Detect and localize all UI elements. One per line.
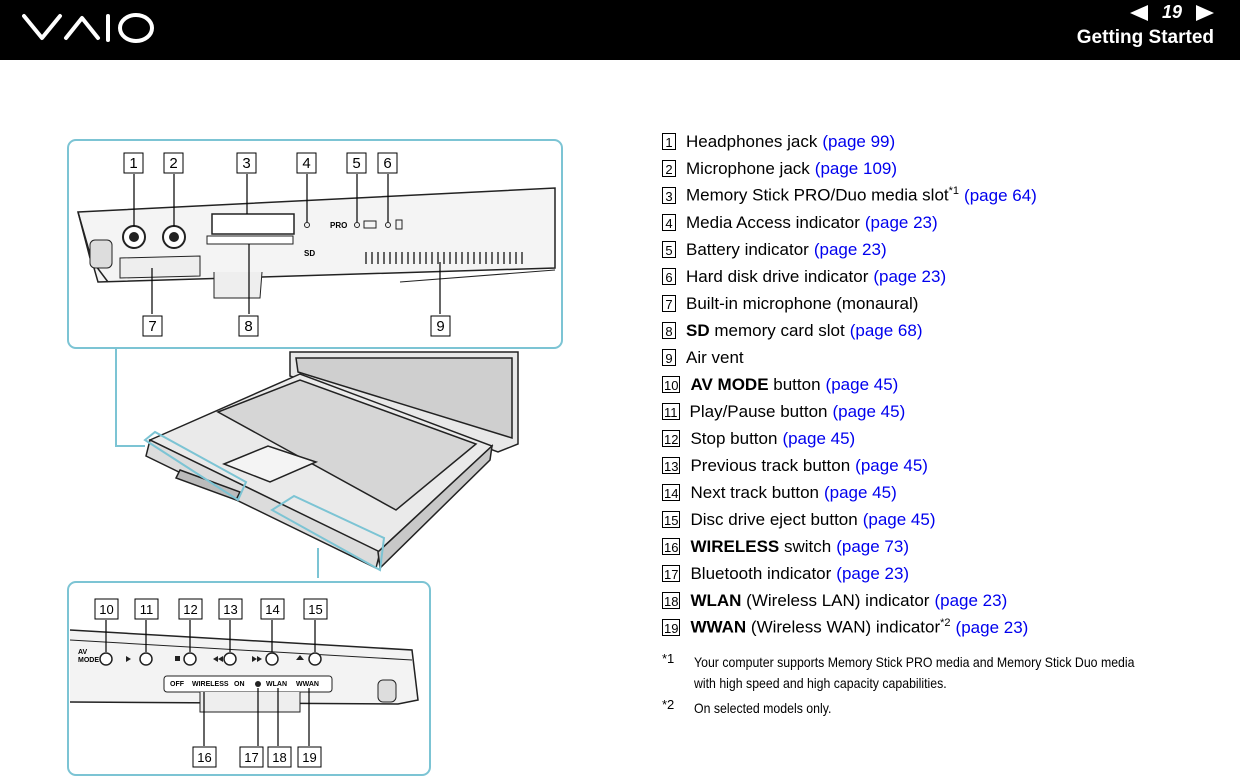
- callout-10: 10: [99, 602, 114, 617]
- page-link[interactable]: (page 45): [825, 374, 899, 394]
- page-link[interactable]: (page 23): [934, 590, 1008, 610]
- page-link[interactable]: (page 23): [836, 563, 910, 583]
- laptop-diagram: [0, 60, 600, 777]
- item-label: [686, 240, 809, 260]
- item-text: Previous track button: [690, 455, 851, 475]
- list-item: [662, 128, 1222, 155]
- callout-16: 16: [197, 750, 212, 765]
- stop-icon: [175, 656, 180, 661]
- item-label: [686, 159, 810, 179]
- item-text: Battery indicator: [686, 239, 809, 259]
- item-label: [690, 429, 777, 449]
- callout-1: 1: [129, 155, 138, 172]
- list-item: [662, 263, 1222, 290]
- callout-12: 12: [183, 602, 198, 617]
- item-text: Air vent: [686, 347, 744, 367]
- callout-14: 14: [265, 602, 280, 617]
- list-item: [662, 479, 1222, 506]
- list-item: [662, 236, 1222, 263]
- list-item: [662, 425, 1222, 452]
- item-number: 6: [662, 268, 676, 285]
- item-label: [690, 456, 850, 476]
- item-label: [686, 185, 959, 206]
- item-bold-label: WLAN: [690, 590, 742, 610]
- next-page-arrow-icon[interactable]: [1196, 5, 1214, 21]
- play-pause-button[interactable]: [140, 653, 152, 665]
- list-item: [662, 587, 1222, 614]
- item-bold-label: WWAN: [690, 617, 747, 637]
- page-link[interactable]: (page 23): [813, 239, 887, 259]
- wwan-label: WWAN: [296, 681, 319, 688]
- list-item: [662, 155, 1222, 182]
- footnote-text: On selected models only.: [694, 700, 832, 716]
- list-item: [662, 317, 1222, 344]
- item-text: Hard disk drive indicator: [686, 266, 869, 286]
- item-number: 16: [664, 540, 679, 555]
- footnote-marker: *2: [940, 617, 951, 630]
- wlan-label: WLAN: [266, 681, 287, 688]
- callout-5: 5: [352, 155, 361, 172]
- page-link[interactable]: (page 45): [823, 482, 897, 502]
- item-number: 17: [664, 567, 679, 582]
- item-number: 1: [662, 133, 676, 150]
- laptop-illustration: [146, 352, 518, 568]
- list-item: [662, 452, 1222, 479]
- vaio-logo: [22, 8, 162, 48]
- page-link[interactable]: (page 99): [822, 131, 896, 151]
- item-number: 3: [662, 187, 676, 204]
- list-item: [662, 371, 1222, 398]
- item-number: 18: [664, 594, 679, 609]
- item-label: [690, 483, 819, 503]
- sd-slot-label: SD: [304, 249, 316, 258]
- item-number: 8: [662, 322, 676, 339]
- footnote: [662, 652, 1222, 694]
- item-label: [690, 510, 857, 530]
- footnotes: [662, 652, 1222, 723]
- pro-label: PRO: [330, 221, 348, 230]
- list-item: [662, 290, 1222, 317]
- list-item: [662, 209, 1222, 236]
- section-title: Getting Started: [1076, 27, 1214, 48]
- item-text: Media Access indicator: [686, 212, 860, 232]
- item-label: [686, 348, 744, 368]
- item-number: 5: [662, 241, 676, 258]
- page-link[interactable]: (page 45): [832, 401, 906, 421]
- av-mode-button[interactable]: [100, 653, 112, 665]
- item-text: Bluetooth indicator: [690, 563, 832, 583]
- previous-track-button[interactable]: [224, 653, 236, 665]
- item-label: [690, 402, 828, 422]
- stop-button[interactable]: [184, 653, 196, 665]
- callout-8: 8: [244, 318, 253, 335]
- item-number: 9: [662, 349, 676, 366]
- callout-18: 18: [272, 750, 287, 765]
- item-number: 14: [664, 486, 679, 501]
- next-track-button[interactable]: [266, 653, 278, 665]
- callout-7: 7: [148, 318, 157, 335]
- item-text: Next track button: [690, 482, 819, 502]
- item-number: 12: [664, 432, 679, 447]
- item-text: Headphones jack: [686, 131, 818, 151]
- eject-button[interactable]: [309, 653, 321, 665]
- item-text: Microphone jack: [686, 158, 810, 178]
- list-item: [662, 533, 1222, 560]
- item-bold-label: WIRELESS: [690, 536, 780, 556]
- item-text: Stop button: [690, 428, 778, 448]
- top-detail-panel: [68, 140, 562, 348]
- list-item: [662, 560, 1222, 587]
- callout-3: 3: [242, 155, 251, 172]
- item-text: (Wireless LAN) indicator: [741, 590, 930, 610]
- item-label: [690, 375, 820, 395]
- item-number: 15: [664, 513, 679, 528]
- footnote: [662, 698, 1222, 719]
- item-number: 7: [662, 295, 676, 312]
- item-number: 19: [664, 621, 679, 636]
- page-link[interactable]: (page 45): [855, 455, 928, 475]
- item-number: 10: [664, 378, 679, 393]
- page-link[interactable]: (page 45): [782, 428, 856, 448]
- bottom-detail-panel: [68, 582, 430, 775]
- item-label: [686, 213, 860, 233]
- page-link[interactable]: (page 23): [955, 617, 1029, 637]
- page-link[interactable]: (page 45): [862, 509, 936, 529]
- item-label: [690, 564, 831, 584]
- list-item: [662, 614, 1222, 641]
- item-text: switch: [779, 536, 832, 556]
- page-link[interactable]: (page 23): [873, 266, 947, 286]
- wireless-on-label: ON: [234, 681, 245, 688]
- list-item: [662, 182, 1222, 209]
- page-link[interactable]: (page 73): [836, 536, 910, 556]
- footnote-marker: *1: [948, 185, 960, 198]
- item-label: [686, 132, 817, 152]
- item-text: button: [768, 374, 821, 394]
- list-item: [662, 506, 1222, 533]
- page-link[interactable]: (page 109): [814, 158, 898, 178]
- wireless-label: WIRELESS: [192, 681, 229, 688]
- callout-19: 19: [302, 750, 317, 765]
- wireless-off-label: OFF: [170, 681, 184, 688]
- page-header: [0, 0, 1240, 60]
- page-navigation: [1130, 2, 1214, 23]
- item-bold-label: SD: [686, 320, 710, 340]
- callout-11: 11: [139, 602, 154, 617]
- callout-4: 4: [302, 155, 311, 172]
- av-mode-label: AV MODE: [78, 649, 99, 664]
- item-label: [690, 617, 950, 638]
- page-number: 19: [1161, 2, 1182, 22]
- item-label: [690, 591, 929, 611]
- footnote-mark: *2: [662, 697, 675, 712]
- footnote-mark: *1: [662, 651, 675, 666]
- page-link[interactable]: (page 64): [964, 185, 1037, 205]
- list-item: [662, 398, 1222, 425]
- previous-page-arrow-icon[interactable]: [1130, 5, 1148, 21]
- item-number: 13: [664, 459, 679, 474]
- page-link[interactable]: (page 23): [864, 212, 938, 232]
- component-list: [662, 128, 1222, 641]
- item-text: Disc drive eject button: [690, 509, 858, 529]
- item-text: memory card slot: [709, 320, 845, 340]
- item-label: [690, 537, 831, 557]
- callout-17: 17: [244, 750, 259, 765]
- item-text: Play/Pause button: [689, 401, 828, 421]
- item-number: 2: [662, 160, 676, 177]
- callout-9: 9: [436, 318, 445, 335]
- bluetooth-icon: [255, 681, 261, 687]
- item-bold-label: AV MODE: [690, 374, 769, 394]
- footnote-text: Your computer supports Memory Stick PRO media and Memory Stick Duo media with high speed and high capacity capabilities.: [694, 654, 1135, 691]
- callout-2: 2: [169, 155, 178, 172]
- list-item: [662, 344, 1222, 371]
- item-text: (Wireless WAN) indicator: [746, 617, 941, 637]
- item-number: 4: [662, 214, 676, 231]
- callout-6: 6: [383, 155, 392, 172]
- callout-13: 13: [223, 602, 238, 617]
- item-text: Built-in microphone (monaural): [686, 293, 919, 313]
- item-label: [686, 294, 918, 314]
- page-link[interactable]: (page 68): [849, 320, 923, 340]
- item-text: Memory Stick PRO/Duo media slot: [686, 185, 949, 205]
- callout-15: 15: [308, 602, 323, 617]
- item-label: [686, 267, 868, 287]
- item-label: [686, 321, 845, 341]
- item-number: 11: [664, 405, 678, 420]
